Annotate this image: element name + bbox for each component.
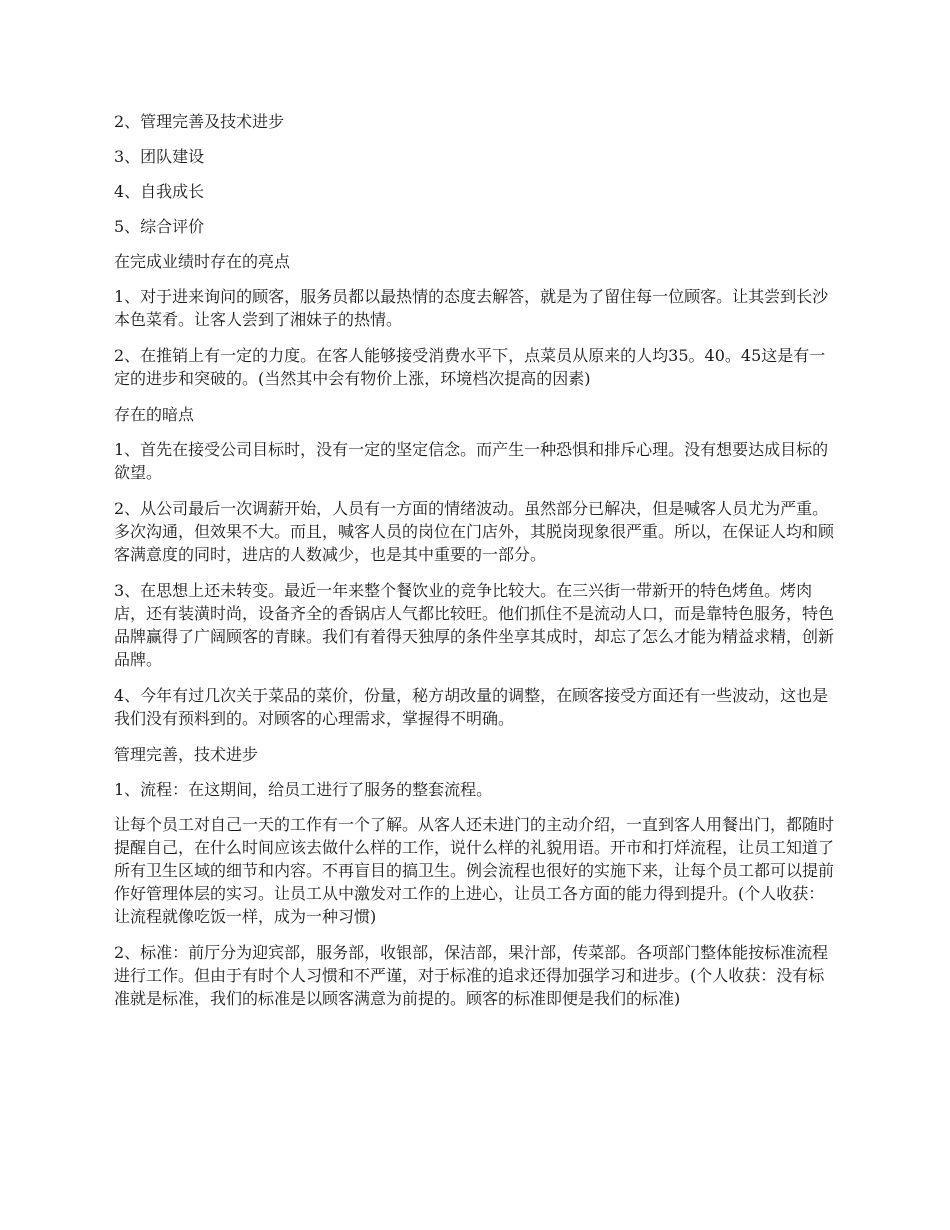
highlight-paragraph-2: 2、在推销上有一定的力度。在客人能够接受消费水平下，点菜员从原来的人均35。40。45这是有一定的进步和突破的。(当然其中会有物价上涨，环境档次提高的因素) — [114, 346, 826, 388]
weak-point-paragraph-4: 4、今年有过几次关于菜品的菜价，份量，秘方胡改量的调整，在顾客接受方面还有一些波动，这也是我们没有预料到的。对顾客的心理需求，掌握得不明确。 — [114, 686, 829, 728]
toc-item-4: 4、自我成长 — [114, 182, 205, 201]
section-heading-highlights: 在完成业绩时存在的亮点 — [114, 252, 291, 271]
management-item-standard: 2、标准：前厅分为迎宾部，服务部，收银部，保洁部，果汁部，传菜部。各项部门整体能按标准流程进行工作。但由于有时个人习惯和不严谨，对于标准的追求还得加强学习和进步。(个人收获：没有标准就是标准，我们的标准是以顾客满意为前提的。顾客的标准即便是我们的标准) — [114, 943, 829, 1008]
toc-item-5: 5、综合评价 — [114, 217, 205, 236]
toc-item-2: 2、管理完善及技术进步 — [114, 112, 285, 131]
weak-point-paragraph-1: 1、首先在接受公司目标时，没有一定的坚定信念。而产生一种恐惧和排斥心理。没有想要达成目标的欲望。 — [114, 440, 829, 482]
section-heading-weak-points: 存在的暗点 — [114, 405, 195, 424]
weak-point-paragraph-3: 3、在思想上还未转变。最近一年来整个餐饮业的竞争比较大。在三兴街一带新开的特色烤鱼。烤肉店，还有装潢时尚，设备齐全的香锅店人气都比较旺。他们抓住不是流动人口，而是靠特色服务，特色品牌赢得了广阔顾客的青睐。我们有着得天独厚的条件坐享其成时，却忘了怎么才能为精益求精，创新品牌。 — [114, 581, 835, 669]
management-item-process: 1、流程：在这期间，给员工进行了服务的整套流程。 — [114, 780, 493, 799]
section-heading-management: 管理完善，技术进步 — [114, 745, 259, 764]
toc-item-3: 3、团队建设 — [114, 147, 205, 166]
management-process-detail: 让每个员工对自己一天的工作有一个了解。从客人还未进门的主动介绍，一直到客人用餐出门，都随时提醒自己，在什么时间应该去做什么样的工作，说什么样的礼貌用语。开市和打烊流程，让员工知道了所有卫生区域的细节和内容。不再盲目的搞卫生。例会流程也很好的实施下来，让每个员工都可以提前作好管理体层的实习。让员工从中激发对工作的上进心，让员工各方面的能力得到提升。(个人收获：让流程就像吃饭一样，成为一种习惯) — [114, 815, 835, 926]
highlight-paragraph-1: 1、对于进来询问的顾客，服务员都以最热情的态度去解答，就是为了留住每一位顾客。让其尝到长沙本色菜肴。让客人尝到了湘妹子的热情。 — [114, 287, 829, 329]
weak-point-paragraph-2: 2、从公司最后一次调薪开始，人员有一方面的情绪波动。虽然部分已解决，但是喊客人员尤为严重。多次沟通，但效果不大。而且，喊客人员的岗位在门店外，其脱岗现象很严重。所以，在保证人均和顾客满意度的同时，进店的人数减少，也是其中重要的一部分。 — [114, 499, 835, 564]
